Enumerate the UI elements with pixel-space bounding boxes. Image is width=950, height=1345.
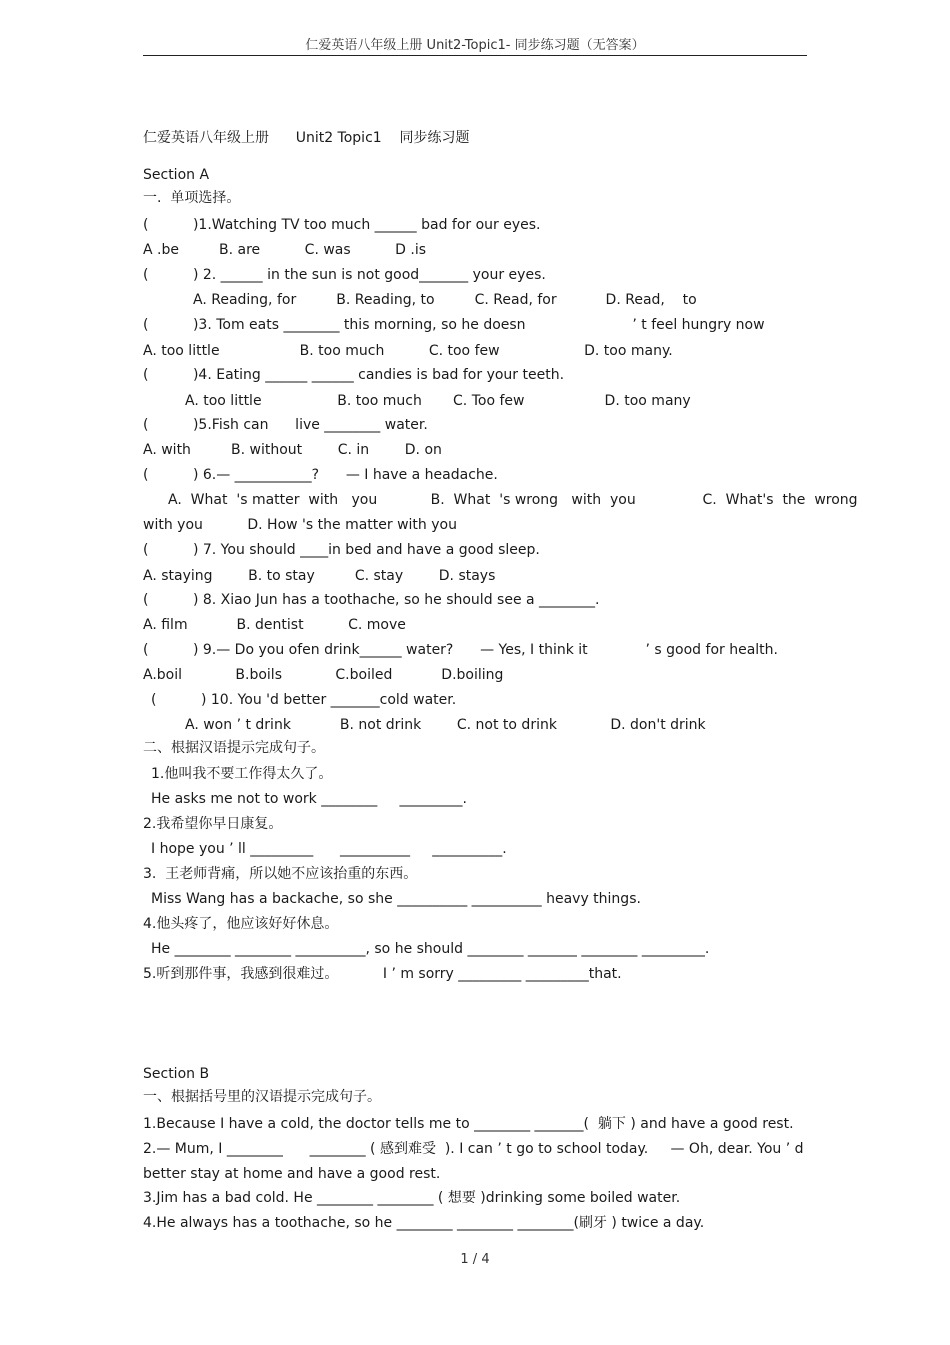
text-line: He asks me not to work ________ _________. bbox=[151, 791, 467, 807]
text-line: 二、根据汉语提示完成句子。 bbox=[143, 740, 325, 756]
text-line: A. too little B. too much C. Too few D. too many bbox=[185, 393, 691, 409]
text-line: 3. 王老师背痛，所以她不应该抬重的东西。 bbox=[143, 866, 418, 882]
text-line: A. too little B. too much C. too few D. too many. bbox=[143, 343, 673, 359]
text-line: A.boil B.boils C.boiled D.boiling bbox=[143, 667, 504, 683]
text-line: ( ) 8. Xiao Jun has a toothache, so he should see a ________. bbox=[143, 592, 600, 608]
text-line: A. What 's matter with you B. What 's wrong with you C. What's the wrong bbox=[168, 492, 858, 508]
text-line: 2.— Mum, I ________ ________ ( 感到难受 ). I can ’ t go to school today. — Oh, dear. You ’ d bbox=[143, 1141, 804, 1157]
text-line: better stay at home and have a good rest. bbox=[143, 1166, 441, 1182]
text-line: 1.他叫我不要工作得太久了。 bbox=[151, 766, 333, 782]
text-line: A. won ’ t drink B. not drink C. not to drink D. don't drink bbox=[185, 717, 706, 733]
text-line: Section A bbox=[143, 167, 210, 183]
text-line: A. Reading, for B. Reading, to C. Read, for D. Read, to bbox=[193, 292, 697, 308]
text-line: with you D. How 's the matter with you bbox=[143, 517, 457, 533]
text-line: A. staying B. to stay C. stay D. stays bbox=[143, 568, 496, 584]
text-line: ( )1.Watching TV too much ______ bad for our eyes. bbox=[143, 217, 541, 233]
text-line: ( )5.Fish can live ________ water. bbox=[143, 417, 428, 433]
text-line: 1.Because I have a cold, the doctor tells me to ________ _______( 躺下 ) and have a good rest. bbox=[143, 1116, 794, 1132]
page-header: 仁爱英语八年级上册 Unit2-Topic1- 同步练习题（无答案） bbox=[305, 38, 645, 53]
text-line: ( ) 9.— Do you ofen drink______ water? — Yes, I think it ’ s good for health. bbox=[143, 642, 778, 658]
page-number: 1 / 4 bbox=[460, 1252, 490, 1267]
text-line: I hope you ’ ll _________ __________ __________. bbox=[151, 841, 507, 857]
text-line: 3.Jim has a bad cold. He ________ ________ ( 想要 )drinking some boiled water. bbox=[143, 1190, 681, 1206]
text-line: He ________ ________ __________, so he should ________ _______ ________ _________. bbox=[151, 941, 710, 957]
text-line: ( ) 2. ______ in the sun is not good_______ your eyes. bbox=[143, 267, 546, 283]
text-line: 2.我希望你早日康复。 bbox=[143, 816, 283, 832]
text-line: A .be B. are C. was D .is bbox=[143, 242, 427, 258]
text-line: A. film B. dentist C. move bbox=[143, 617, 406, 633]
text-line: A. with B. without C. in D. on bbox=[143, 442, 442, 458]
text-line: ( )4. Eating ______ ______ candies is bad for your teeth. bbox=[143, 367, 565, 383]
text-line: ( ) 6.— ___________? — I have a headache. bbox=[143, 467, 498, 483]
text-line: 仁爱英语八年级上册 Unit2 Topic1 同步练习题 bbox=[143, 130, 470, 146]
text-line: 4.He always has a toothache, so he ________ ________ ________(刷牙 ) twice a day. bbox=[143, 1215, 705, 1231]
header-divider bbox=[143, 55, 807, 56]
text-line: 4.他头疼了，他应该好好休息。 bbox=[143, 916, 339, 932]
text-line: Miss Wang has a backache, so she __________ __________ heavy things. bbox=[151, 891, 641, 907]
text-line: 一、根据括号里的汉语提示完成句子。 bbox=[143, 1089, 381, 1105]
text-line: ( ) 7. You should ____in bed and have a good sleep. bbox=[143, 542, 540, 558]
text-line: 一. 单项选择。 bbox=[143, 190, 241, 206]
text-line: 5.听到那件事，我感到很难过。 I ’ m sorry _________ _________that. bbox=[143, 966, 622, 982]
text-line: Section B bbox=[143, 1066, 210, 1082]
text-line: ( )3. Tom eats ________ this morning, so he doesn ’ t feel hungry now bbox=[143, 317, 765, 333]
text-line: ( ) 10. You 'd better _______cold water. bbox=[151, 692, 457, 708]
